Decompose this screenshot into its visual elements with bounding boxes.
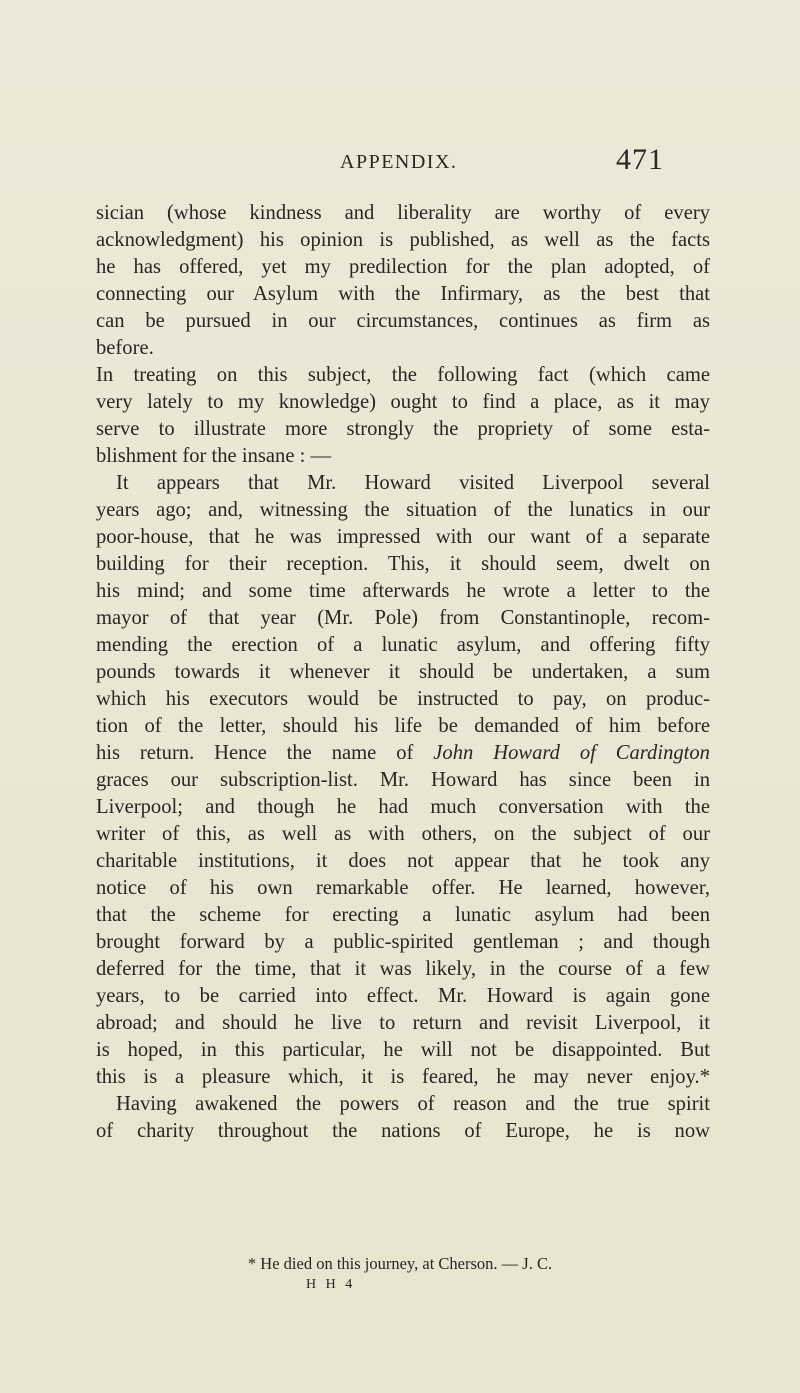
- italic-name: John Howard of Cardington: [433, 742, 710, 764]
- page-number: 471: [616, 143, 664, 176]
- text-line: notice of his own remarkable offer. He learned, however,: [96, 877, 710, 899]
- text-line: It appears that Mr. Howard visited Liverpool several: [116, 472, 710, 494]
- text-line: mayor of that year (Mr. Pole) from Constantinople, recom-: [96, 607, 710, 629]
- running-head: APPENDIX.: [340, 151, 458, 173]
- text-line: years ago; and, witnessing the situation of the lunatics in our: [96, 499, 710, 521]
- text-line: Liverpool; and though he had much conversation with the: [96, 796, 710, 818]
- text-line: In treating on this subject, the following fact (which came: [96, 364, 710, 386]
- text-line: that the scheme for erecting a lunatic asylum had been: [96, 904, 710, 926]
- text-line: sician (whose kindness and liberality are worthy of every: [96, 202, 710, 224]
- text-line: [96, 740, 710, 767]
- text-line: abroad; and should he live to return and revisit Liverpool, it: [96, 1012, 710, 1034]
- text-line: this is a pleasure which, it is feared, he may never enjoy.*: [96, 1066, 710, 1088]
- text-line: brought forward by a public-spirited gentleman ; and though: [96, 931, 710, 953]
- text-line: before.: [96, 337, 154, 359]
- text-line: of charity throughout the nations of Europe, he is now: [96, 1120, 710, 1142]
- text-line: very lately to my knowledge) ought to find a place, as it may: [96, 391, 710, 413]
- text-line: his mind; and some time afterwards he wrote a letter to the: [96, 580, 710, 602]
- text-line: blishment for the insane : —: [96, 445, 332, 467]
- text-line: is hoped, in this particular, he will not be disappointed. But: [96, 1039, 710, 1061]
- body-text: [96, 200, 710, 1145]
- text-line: pounds towards it whenever it should be undertaken, a sum: [96, 661, 710, 683]
- text-line: which his executors would be instructed to pay, on produc-: [96, 688, 710, 710]
- text-line: charitable institutions, it does not appear that he took any: [96, 850, 710, 872]
- signature-mark: H H 4: [306, 1277, 356, 1292]
- text-line: mending the erection of a lunatic asylum, and offering fifty: [96, 634, 710, 656]
- text-line: serve to illustrate more strongly the propriety of some esta-: [96, 418, 710, 440]
- footnote: * He died on this journey, at Cherson. — J. C.: [247, 1254, 553, 1273]
- text-line: deferred for the time, that it was likely, in the course of a few: [96, 958, 710, 980]
- text-line: building for their reception. This, it should seem, dwelt on: [96, 553, 710, 575]
- text-line: writer of this, as well as with others, on the subject of our: [96, 823, 710, 845]
- text-line: he has offered, yet my predilection for the plan adopted, of: [96, 256, 710, 278]
- text-line: can be pursued in our circumstances, continues as firm as: [96, 310, 710, 332]
- text-line: acknowledgment) his opinion is published, as well as the facts: [96, 229, 710, 251]
- text-line: poor-house, that he was impressed with our want of a separate: [96, 526, 710, 548]
- page-header: [0, 143, 800, 183]
- text-line: tion of the letter, should his life be demanded of him before: [96, 715, 710, 737]
- text-line: connecting our Asylum with the Infirmary, as the best that: [96, 283, 710, 305]
- text-segment: his return. Hence the name of: [96, 742, 434, 764]
- text-line: graces our subscription-list. Mr. Howard has since been in: [96, 769, 710, 791]
- text-line: Having awakened the powers of reason and the true spirit: [116, 1093, 710, 1115]
- text-line: years, to be carried into effect. Mr. Howard is again gone: [96, 985, 710, 1007]
